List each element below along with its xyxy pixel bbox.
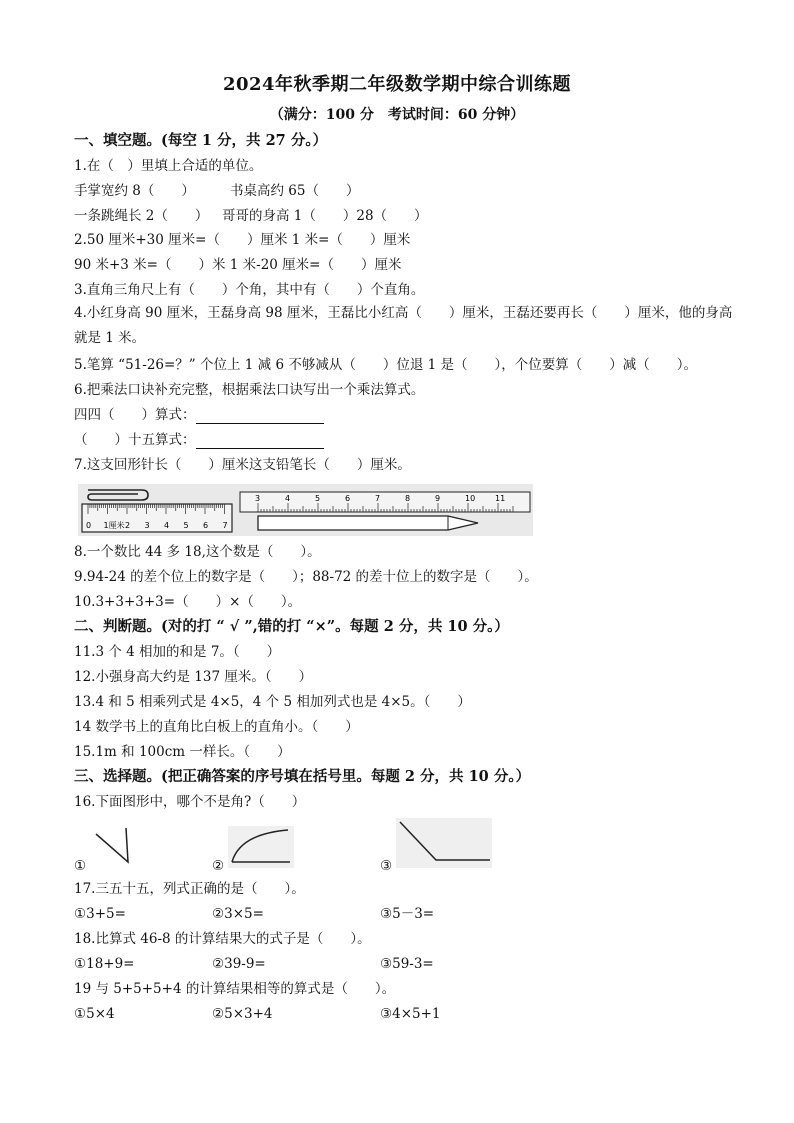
question-19-options [74, 1005, 734, 1023]
q17-option-1: ①3+5= [74, 906, 126, 922]
angle-shape [96, 828, 128, 862]
q18-option-3: ③59-3= [380, 956, 434, 972]
ruler-tick-label: 7 [375, 494, 381, 503]
ruler-tick-label: 9 [435, 494, 441, 503]
question-19: 19 与 5+5+5+4 的计算结果相等的算式是（ ）。 [74, 981, 396, 997]
question-7: 7.这支回形针长（ ）厘米这支铅笔长（ ）厘米。 [74, 457, 411, 473]
q16-option-3-label: ③ [380, 858, 393, 874]
question-1-row-2 [74, 207, 734, 225]
question-1b: 书桌高约 65（ ） [230, 183, 360, 199]
question-1: 1.在（ ）里填上合适的单位。 [74, 158, 263, 174]
ruler-tick-label: 4 [164, 521, 170, 530]
ruler-tick-label: 10 [465, 494, 476, 503]
ruler-tick-label: 7 [222, 521, 228, 530]
question-6b: （ ）十五算式： [74, 432, 196, 448]
ruler-tick-label: 6 [345, 494, 351, 503]
ruler-tick-label: 8 [405, 494, 411, 503]
q16-figure-2 [228, 826, 294, 868]
q17-option-3: ③5－3= [380, 906, 435, 922]
question-12: 12.小强身高大约是 137 厘米。（ ） [74, 669, 313, 685]
question-5: 5.笔算 “51-26=？” 个位上 1 减 6 不够减从（ ）位退 1 是（ ），个位要算（ ）减（ ）。 [74, 357, 698, 373]
question-17: 17.三五十五，列式正确的是（ ）。 [74, 881, 305, 897]
ruler-tick-label: 11 [495, 494, 506, 503]
question-8: 8.一个数比 44 多 18,这个数是（ ）。 [74, 544, 321, 560]
question-18: 18.比算式 46-8 的计算结果大的式子是（ ）。 [74, 931, 371, 947]
ruler-tick-label: 0 [86, 521, 92, 530]
question-14: 14 数学书上的直角比白板上的直角小。（ ） [74, 719, 359, 735]
section-3-heading: 三、选择题。(把正确答案的序号填在括号里。每题 2 分，共 10 分。） [74, 768, 531, 785]
question-4: 4.小红身高 90 厘米，王磊身高 98 厘米，王磊比小红高（ ）厘米，王磊还要再长（ ）厘米，他的身高就是 1 米。 [74, 305, 733, 346]
question-6b-row [74, 431, 324, 449]
question-1a: 手掌宽约 8（ ） [74, 183, 195, 199]
q18-option-2: ②39-9= [212, 956, 266, 972]
ruler-tick-label: 6 [203, 521, 209, 530]
question-1d: 哥哥的身高 1（ ）28（ ） [222, 208, 428, 224]
question-6a: 四四（ ）算式： [74, 407, 196, 423]
q18-option-1: ①18+9= [74, 956, 135, 972]
question-1-row-1 [74, 182, 734, 200]
q16-option-2-label: ② [212, 858, 225, 874]
question-6a-row [74, 406, 324, 424]
pencil-icon [258, 516, 478, 530]
question-10: 10.3+3+3+3=（ ）×（ ）。 [74, 594, 302, 610]
page-subtitle: （满分：100 分 考试时间：60 分钟） [269, 107, 525, 123]
q16-figure-1 [92, 826, 132, 866]
q19-option-3: ③4×5+1 [380, 1006, 441, 1022]
question-11: 11.3 个 4 相加的和是 7。（ ） [74, 644, 281, 660]
question-18-options [74, 955, 734, 973]
ruler-tick-label: 5 [315, 494, 321, 503]
q17-option-2: ②3×5= [212, 906, 264, 922]
section-1-heading: 一、填空题。(每空 1 分，共 27 分。） [74, 132, 328, 149]
ruler-right [240, 492, 530, 512]
ruler-tick-label: 5 [183, 521, 189, 530]
ruler-tick-label: 2 [125, 521, 131, 530]
question-2b: 90 米+3 米=（ ）米 1 米-20 厘米=（ ）厘米 [74, 257, 402, 273]
question-13: 13.4 和 5 相乘列式是 4×5，4 个 5 相加列式也是 4×5。（ ） [74, 694, 471, 710]
section-2-heading: 二、判断题。(对的打 “ √ ”,错的打 “×”。每题 2 分，共 10 分。） [74, 618, 509, 635]
question-16: 16.下面图形中，哪个不是角?（ ） [74, 794, 306, 810]
question-3: 3.直角三角尺上有（ ）个角，其中有（ ）个直角。 [74, 282, 425, 298]
ruler-tick-label: 3 [255, 494, 261, 503]
answer-blank[interactable] [196, 434, 324, 449]
question-9: 9.94-24 的差个位上的数字是（ ）；88-72 的差十位上的数字是（ ）。 [74, 569, 538, 585]
ruler-tick-label: 3 [144, 521, 150, 530]
page-title: 2024年秋季期二年级数学期中综合训练题 [222, 74, 572, 95]
q19-option-1: ①5×4 [74, 1006, 115, 1022]
q16-option-1-label: ① [74, 858, 87, 874]
question-17-options [74, 905, 734, 923]
q19-option-2: ②5×3+4 [212, 1006, 273, 1022]
question-1c: 一条跳绳长 2（ ） [74, 208, 209, 224]
ruler-tick-label: 1厘米 [103, 521, 125, 530]
question-6: 6.把乘法口诀补充完整，根据乘法口诀写出一个乘法算式。 [74, 382, 425, 398]
question-2a: 2.50 厘米+30 厘米=（ ）厘米 1 米=（ ）厘米 [74, 232, 411, 248]
q7-ruler-figure [78, 484, 533, 536]
ruler-tick-label: 4 [285, 494, 291, 503]
q16-figure-3 [396, 818, 492, 868]
answer-blank[interactable] [196, 409, 324, 424]
question-15: 15.1m 和 100cm 一样长。（ ） [74, 744, 291, 760]
